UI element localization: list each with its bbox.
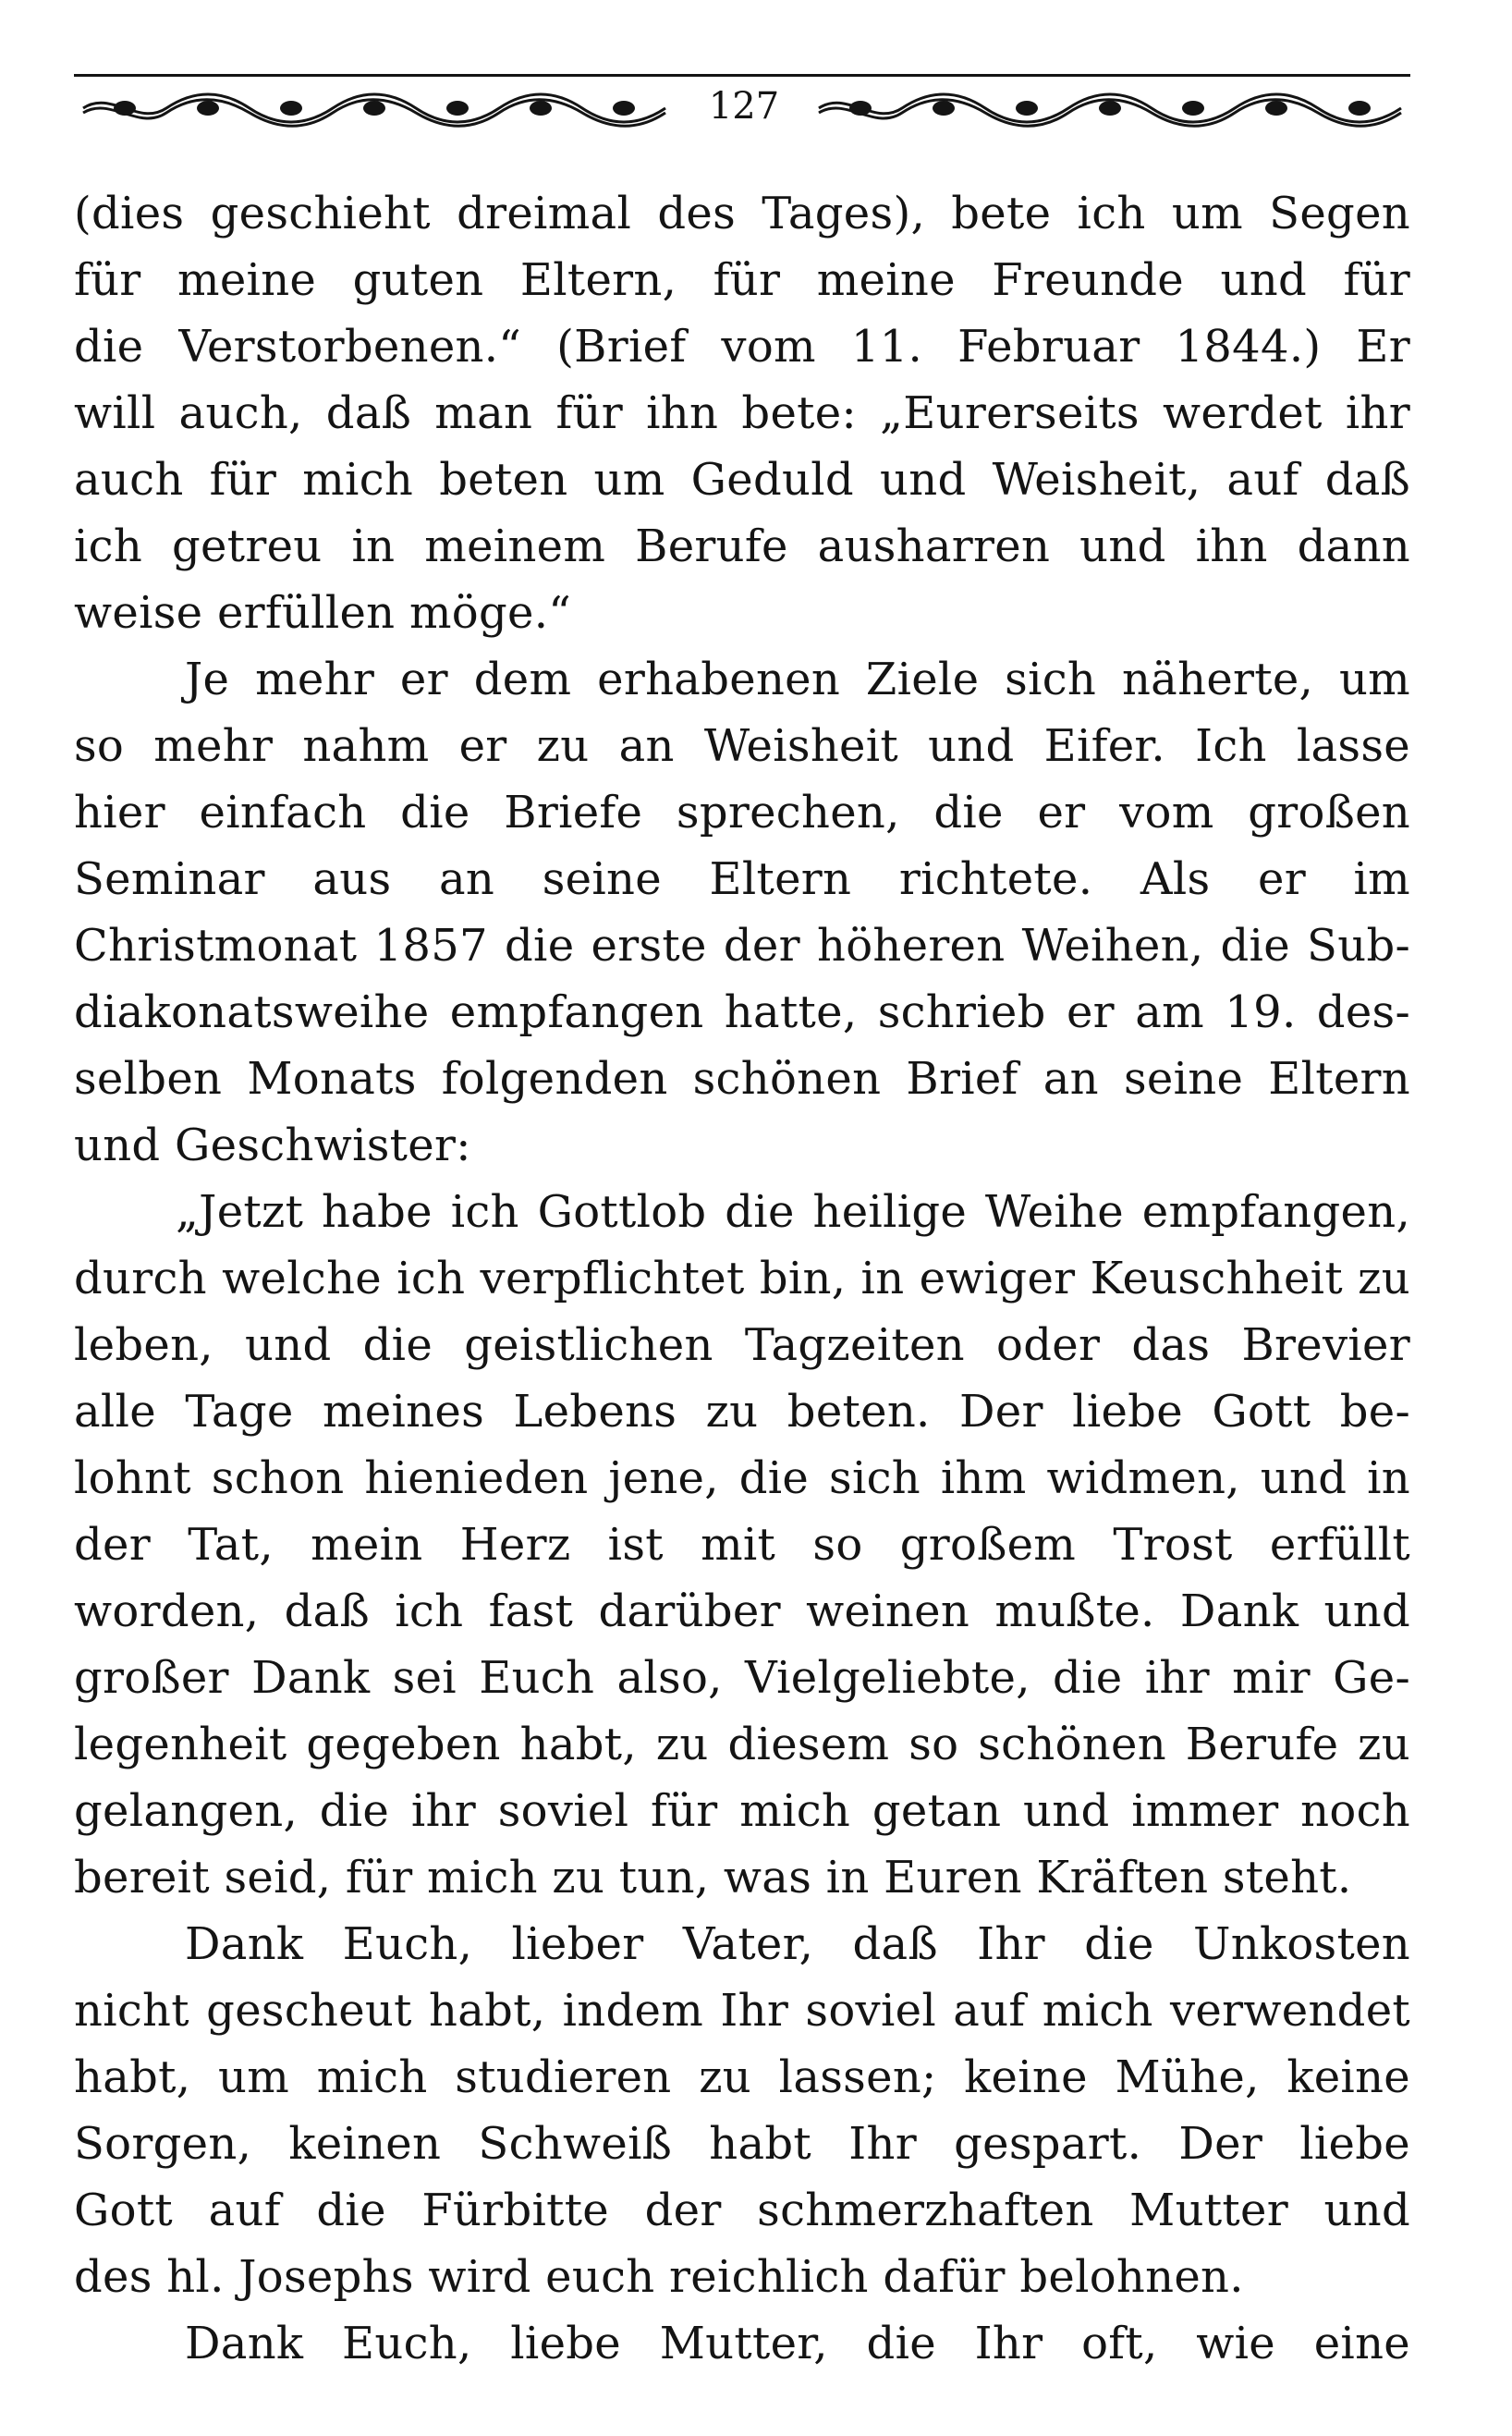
text-line: Sorgen, keinen Schweiß habt Ihr gespart. Der liebe — [74, 2118, 1410, 2170]
text-line: und Geschwister: — [74, 1120, 471, 1171]
text-line: auch für mich beten um Geduld und Weisheit, auf daß — [74, 454, 1410, 506]
text-line: großer Dank sei Euch also, Vielgeliebte, die ihr mir Ge- — [74, 1652, 1410, 1704]
text-line: die Verstorbenen.“ (Brief vom 11. Februar 1844.) Er — [74, 321, 1410, 373]
text-line: lohnt schon hienieden jene, die sich ihm widmen, und in — [74, 1452, 1410, 1504]
text-line: nicht gescheut habt, indem Ihr soviel auf mich verwendet — [74, 1985, 1410, 2037]
text-line: habt, um mich studieren zu lassen; keine Mühe, keine — [74, 2051, 1410, 2103]
header-rule — [74, 74, 1410, 77]
text-line: selben Monats folgenden schönen Brief an seine Eltern — [74, 1053, 1410, 1105]
text-line: weise erfüllen möge.“ — [74, 587, 572, 639]
text-line: durch welche ich verpflichtet bin, in ewiger Keuschheit zu — [74, 1253, 1410, 1304]
text-line: des hl. Josephs wird euch reichlich dafür belohnen. — [74, 2251, 1244, 2303]
text-line: der Tat, mein Herz ist mit so großem Trost erfüllt — [74, 1519, 1410, 1571]
header-ornament-right — [813, 85, 1410, 131]
text-line: Je mehr er dem erhabenen Ziele sich näherte, um — [185, 654, 1410, 705]
text-line: so mehr nahm er zu an Weisheit und Eifer. Ich lasse — [74, 720, 1410, 772]
text-line: hier einfach die Briefe sprechen, die er vom großen — [74, 787, 1410, 839]
text-line: Christmonat 1857 die erste der höheren Weihen, die Sub- — [74, 920, 1410, 972]
text-line: Gott auf die Fürbitte der schmerzhaften Mutter und — [74, 2185, 1410, 2236]
page-number: 127 — [708, 85, 780, 128]
text-line: Dank Euch, lieber Vater, daß Ihr die Unkosten — [185, 1918, 1410, 1970]
body-text — [74, 180, 1410, 2377]
text-line: ich getreu in meinem Berufe ausharren und ihn dann — [74, 520, 1410, 572]
text-line: Seminar aus an seine Eltern richtete. Als er im — [74, 853, 1410, 905]
text-line: bereit seid, für mich zu tun, was in Euren Kräften steht. — [74, 1852, 1352, 1904]
header-ornament-left — [74, 85, 675, 131]
text-line: „Jetzt habe ich Gottlob die heilige Weihe empfangen, — [176, 1186, 1410, 1238]
text-line: (dies geschieht dreimal des Tages), bete ich um Segen — [74, 188, 1410, 239]
text-line: leben, und die geistlichen Tagzeiten oder das Brevier — [74, 1319, 1410, 1371]
text-line: legenheit gegeben habt, zu diesem so schönen Berufe zu — [74, 1719, 1410, 1770]
text-line: worden, daß ich fast darüber weinen mußte. Dank und — [74, 1585, 1410, 1637]
text-line: diakonatsweihe empfangen hatte, schrieb er am 19. des- — [74, 986, 1410, 1038]
text-line: will auch, daß man für ihn bete: „Eurerseits werdet ihr — [74, 387, 1410, 439]
text-line: für meine guten Eltern, für meine Freunde und für — [74, 254, 1410, 306]
text-line: alle Tage meines Lebens zu beten. Der liebe Gott be- — [74, 1386, 1410, 1438]
page-header — [74, 65, 1410, 139]
text-line: Dank Euch, liebe Mutter, die Ihr oft, wie eine — [185, 2318, 1410, 2369]
text-line: gelangen, die ihr soviel für mich getan und immer noch — [74, 1785, 1410, 1837]
